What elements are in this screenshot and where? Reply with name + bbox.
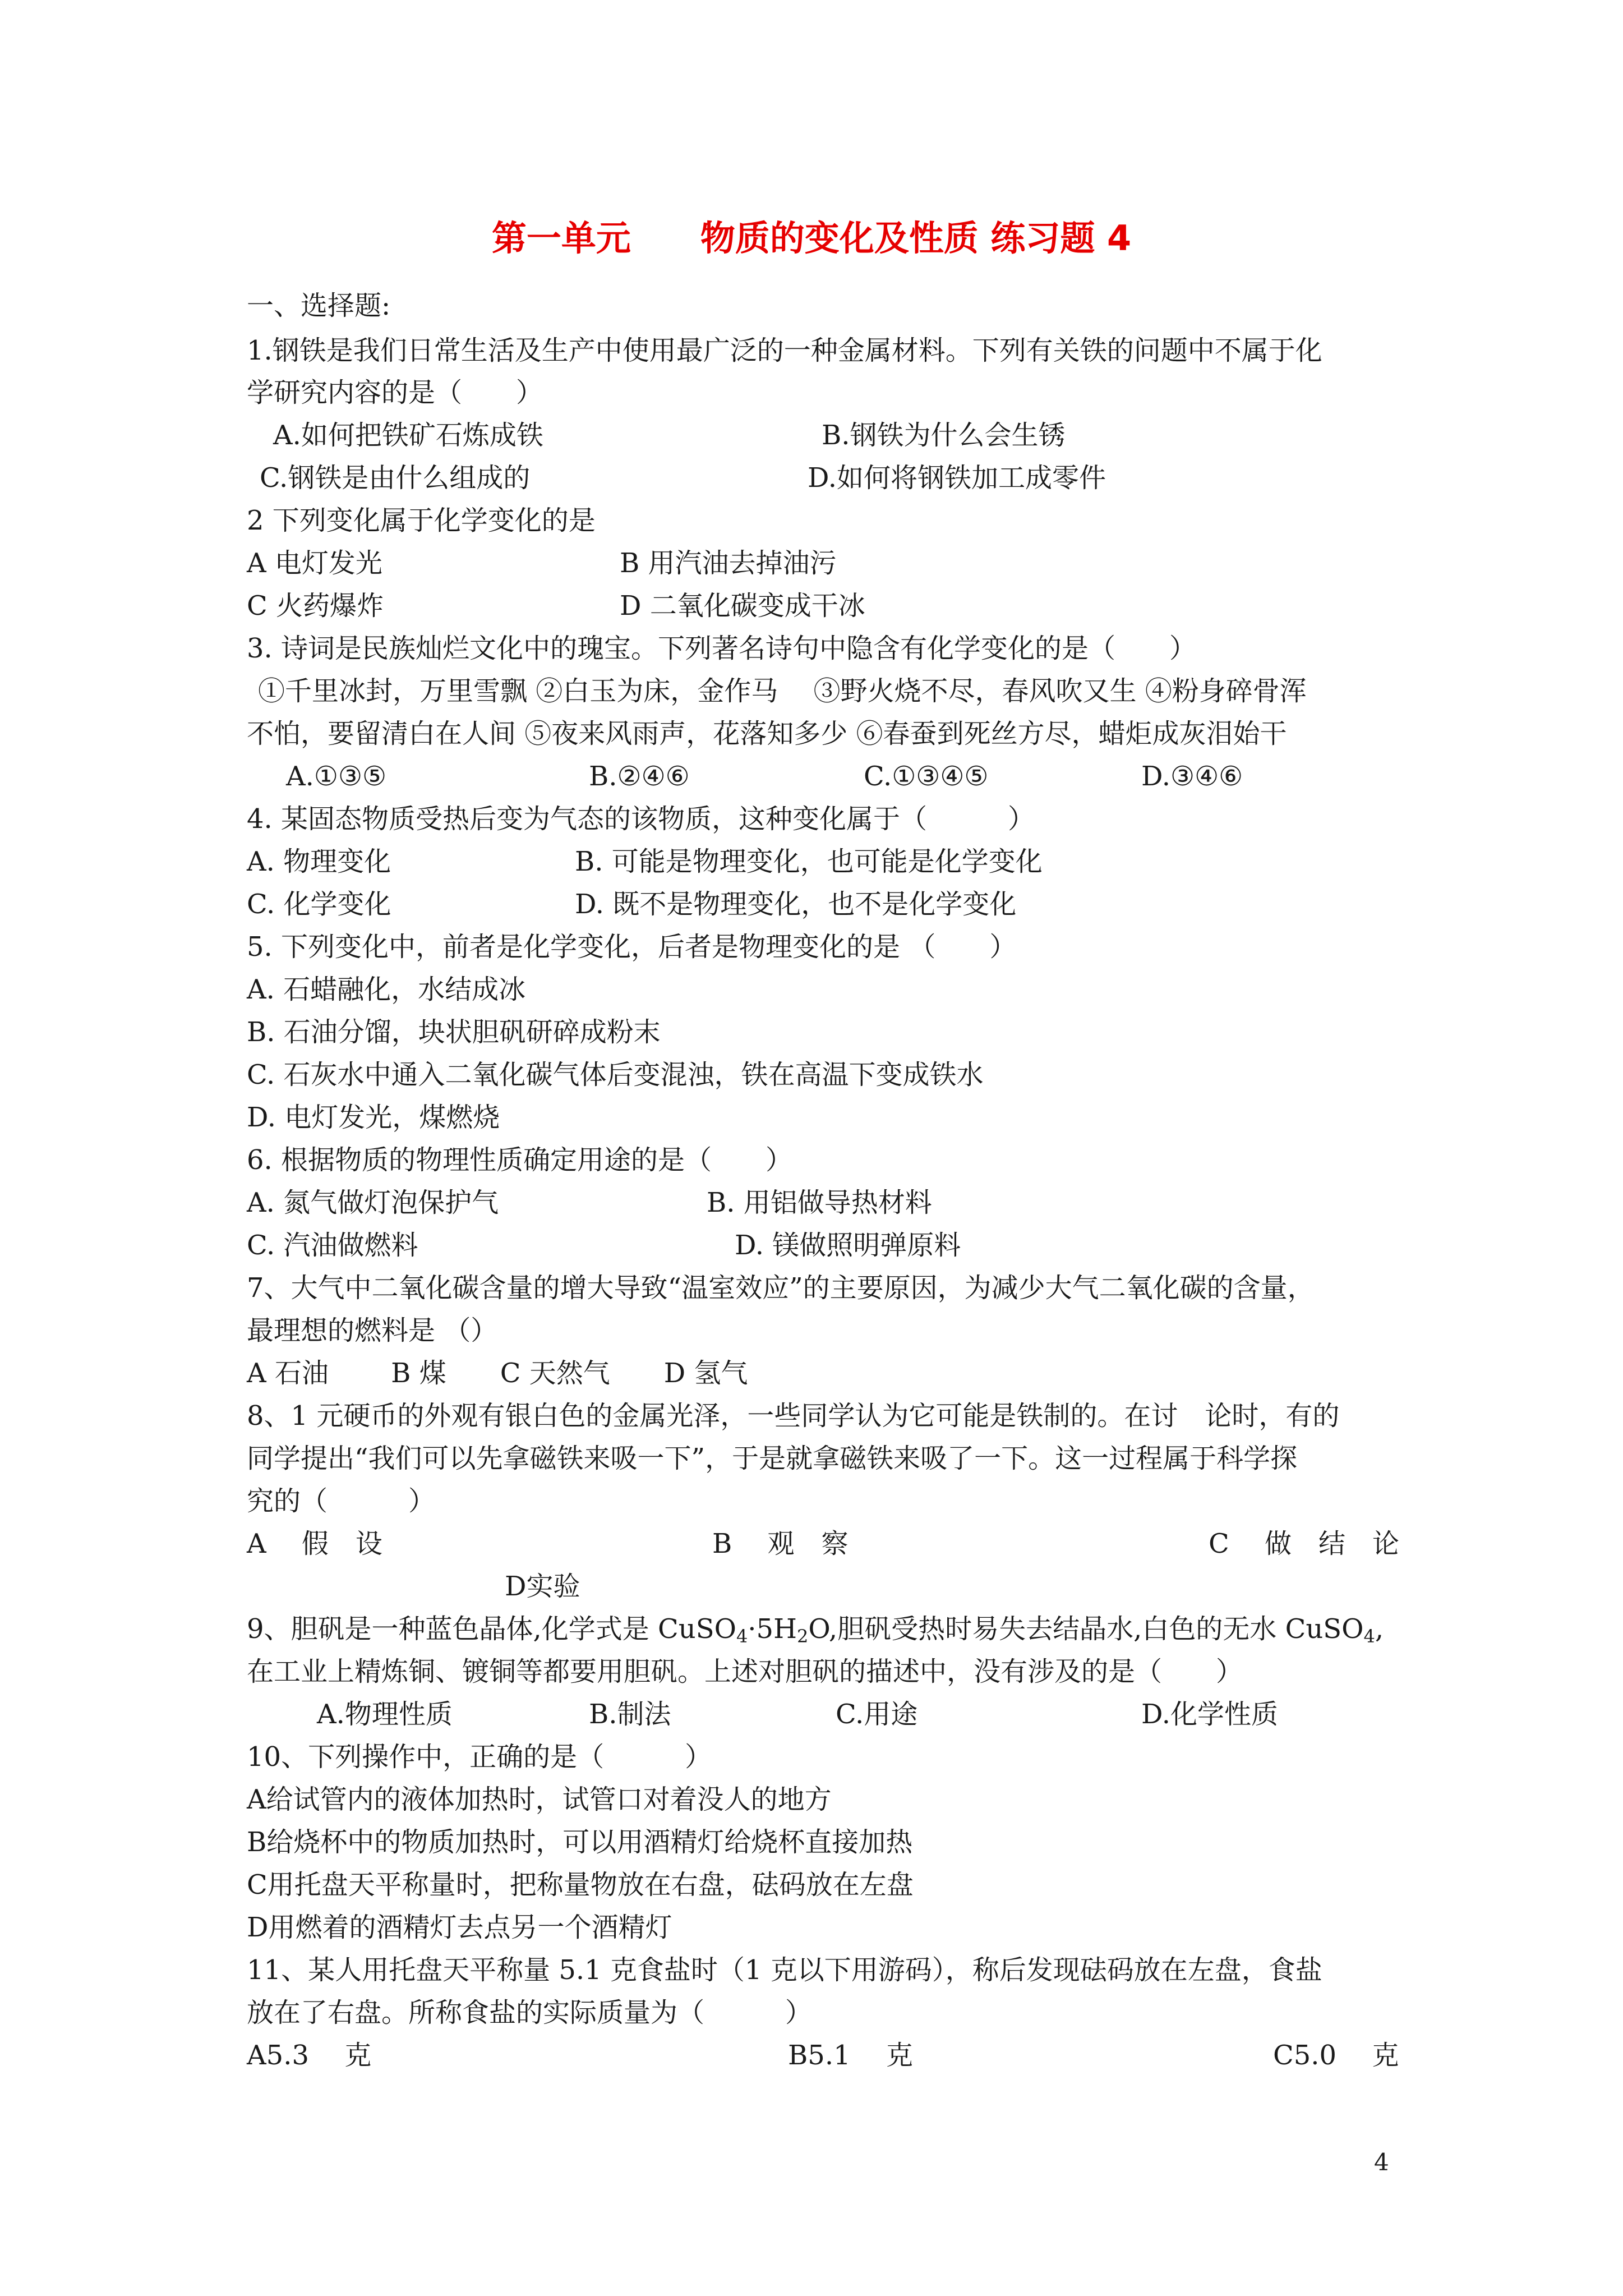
q6-option-b: B. 用铝做导热材料	[707, 1187, 932, 1218]
q10-option-c: C用托盘天平称量时，把称量物放在右盘，砝码放在左盘	[247, 1869, 914, 1901]
q1-stem-line1: 1.钢铁是我们日常生活及生产中使用最广泛的一种金属材料。下列有关铁的问题中不属于化	[247, 335, 1322, 366]
q2-option-c: C 火药爆炸	[247, 590, 384, 622]
q3-poem-line2: 不怕，要留清白在人间 ⑤夜来风雨声，花落知多少 ⑥春蚕到死丝方尽，蜡炬成灰泪始干	[247, 718, 1287, 749]
q9-option-d: D.化学性质	[1141, 1699, 1279, 1730]
q2-option-d: D 二氧化碳变成干冰	[620, 590, 865, 622]
page-title: 第一单元 物质的变化及性质 练习题 4	[491, 218, 1132, 259]
q11-stem-line2: 放在了右盘。所称食盐的实际质量为（ ）	[247, 1997, 813, 2028]
q2-option-b: B 用汽油去掉油污	[620, 547, 837, 579]
q8-stem-line3: 究的（ ）	[247, 1485, 436, 1517]
q1-option-b: B.钢铁为什么会生锈	[822, 420, 1066, 451]
q1-option-d: D.如何将钢铁加工成零件	[808, 462, 1106, 494]
q5-option-c: C. 石灰水中通入二氧化碳气体后变混浊，铁在高温下变成铁水	[247, 1059, 984, 1091]
page-number: 4	[1374, 2148, 1389, 2176]
q11-option-b: B5.1 克	[788, 2040, 913, 2071]
q8-option-b: B 观 察	[712, 1528, 849, 1559]
q5-option-b: B. 石油分馏，块状胆矾研碎成粉末	[247, 1016, 661, 1048]
q4-option-a: A. 物理变化	[247, 846, 391, 877]
q10-stem: 10、下列操作中，正确的是（ ）	[247, 1741, 712, 1773]
q5-stem: 5. 下列变化中，前者是化学变化，后者是物理变化的是 （ ）	[247, 931, 1017, 963]
q3-option-a: A.①③⑤	[286, 761, 387, 792]
q4-option-b: B. 可能是物理变化，也可能是化学变化	[575, 846, 1043, 877]
q9-stem-line2: 在工业上精炼铜、镀铜等都要用胆矾。上述对胆矾的描述中，没有涉及的是（ ）	[247, 1656, 1243, 1687]
q11-option-c: C5.0 克	[1273, 2040, 1399, 2071]
section-heading: 一、选择题:	[247, 290, 391, 321]
q3-poem-line1: ①千里冰封，万里雪飘 ②白玉为床，金作马 ③野火烧不尽，春风吹又生 ④粉身碎骨浑	[258, 675, 1307, 707]
q1-option-a: A.如何把铁矿石炼成铁	[273, 420, 543, 451]
q1-option-c: C.钢铁是由什么组成的	[260, 462, 531, 494]
q7-stem-line1: 7、大气中二氧化碳含量的增大导致“温室效应”的主要原因，为减少大气二氧化碳的含量，	[247, 1272, 1315, 1304]
q3-stem: 3. 诗词是民族灿烂文化中的瑰宝。下列著名诗句中隐含有化学变化的是（ ）	[247, 633, 1197, 664]
q3-option-d: D.③④⑥	[1141, 761, 1243, 792]
q8-stem-line2: 同学提出“我们可以先拿磁铁来吸一下”，于是就拿磁铁来吸了一下。这一过程属于科学探	[247, 1443, 1298, 1474]
q8-stem-line1: 8、1 元硬币的外观有银白色的金属光泽，一些同学认为它可能是铁制的。在讨 论时，有的	[247, 1400, 1340, 1432]
q5-option-a: A. 石蜡融化，水结成冰	[247, 974, 526, 1005]
q6-option-d: D. 镁做照明弹原料	[735, 1230, 961, 1261]
q6-option-c: C. 汽油做燃料	[247, 1230, 418, 1261]
q7-stem-line2: 最理想的燃料是 （）	[247, 1315, 498, 1346]
q3-option-c: C.①③④⑤	[864, 761, 989, 792]
q11-option-a: A5.3 克	[247, 2040, 372, 2071]
q4-stem: 4. 某固态物质受热后变为气态的该物质，这种变化属于（ ）	[247, 803, 1035, 835]
q9-option-c: C.用途	[836, 1699, 918, 1730]
q9-option-b: B.制法	[589, 1699, 671, 1730]
q3-option-b: B.②④⑥	[589, 761, 690, 792]
q8-option-d: D实验	[505, 1571, 580, 1602]
q6-stem: 6. 根据物质的物理性质确定用途的是（ ）	[247, 1144, 793, 1176]
q2-stem: 2 下列变化属于化学变化的是	[247, 505, 596, 536]
q4-option-d: D. 既不是物理变化，也不是化学变化	[575, 889, 1017, 920]
q4-option-c: C. 化学变化	[247, 889, 391, 920]
q2-option-a: A 电灯发光	[247, 547, 382, 579]
q1-stem-line2: 学研究内容的是（ ）	[247, 377, 543, 408]
q10-option-d: D用燃着的酒精灯去点另一个酒精灯	[247, 1912, 672, 1943]
q5-option-d: D. 电灯发光，煤燃烧	[247, 1102, 500, 1133]
q9-option-a: A.物理性质	[317, 1699, 453, 1730]
q10-option-b: B给烧杯中的物质加热时，可以用酒精灯给烧杯直接加热	[247, 1826, 913, 1858]
q10-option-a: A给试管内的液体加热时，试管口对着没人的地方	[247, 1784, 832, 1815]
q9-stem-line1: 9、胆矾是一种蓝色晶体,化学式是 $CuSO_4\cdot 5H_2O$,胆矾受热时易失去结晶水,白色的无水 CuSO$_4$,	[247, 1613, 1384, 1647]
q7-options: A 石油 B 煤 C 天然气 D 氢气	[247, 1358, 748, 1389]
q6-option-a: A. 氮气做灯泡保护气	[247, 1187, 499, 1218]
q8-option-a: A 假 设	[247, 1528, 382, 1559]
q8-option-c: C 做 结 论	[1209, 1528, 1399, 1559]
q11-stem-line1: 11、某人用托盘天平称量 5.1 克食盐时（1 克以下用游码），称后发现砝码放在左盘，食盐	[247, 1954, 1322, 1986]
